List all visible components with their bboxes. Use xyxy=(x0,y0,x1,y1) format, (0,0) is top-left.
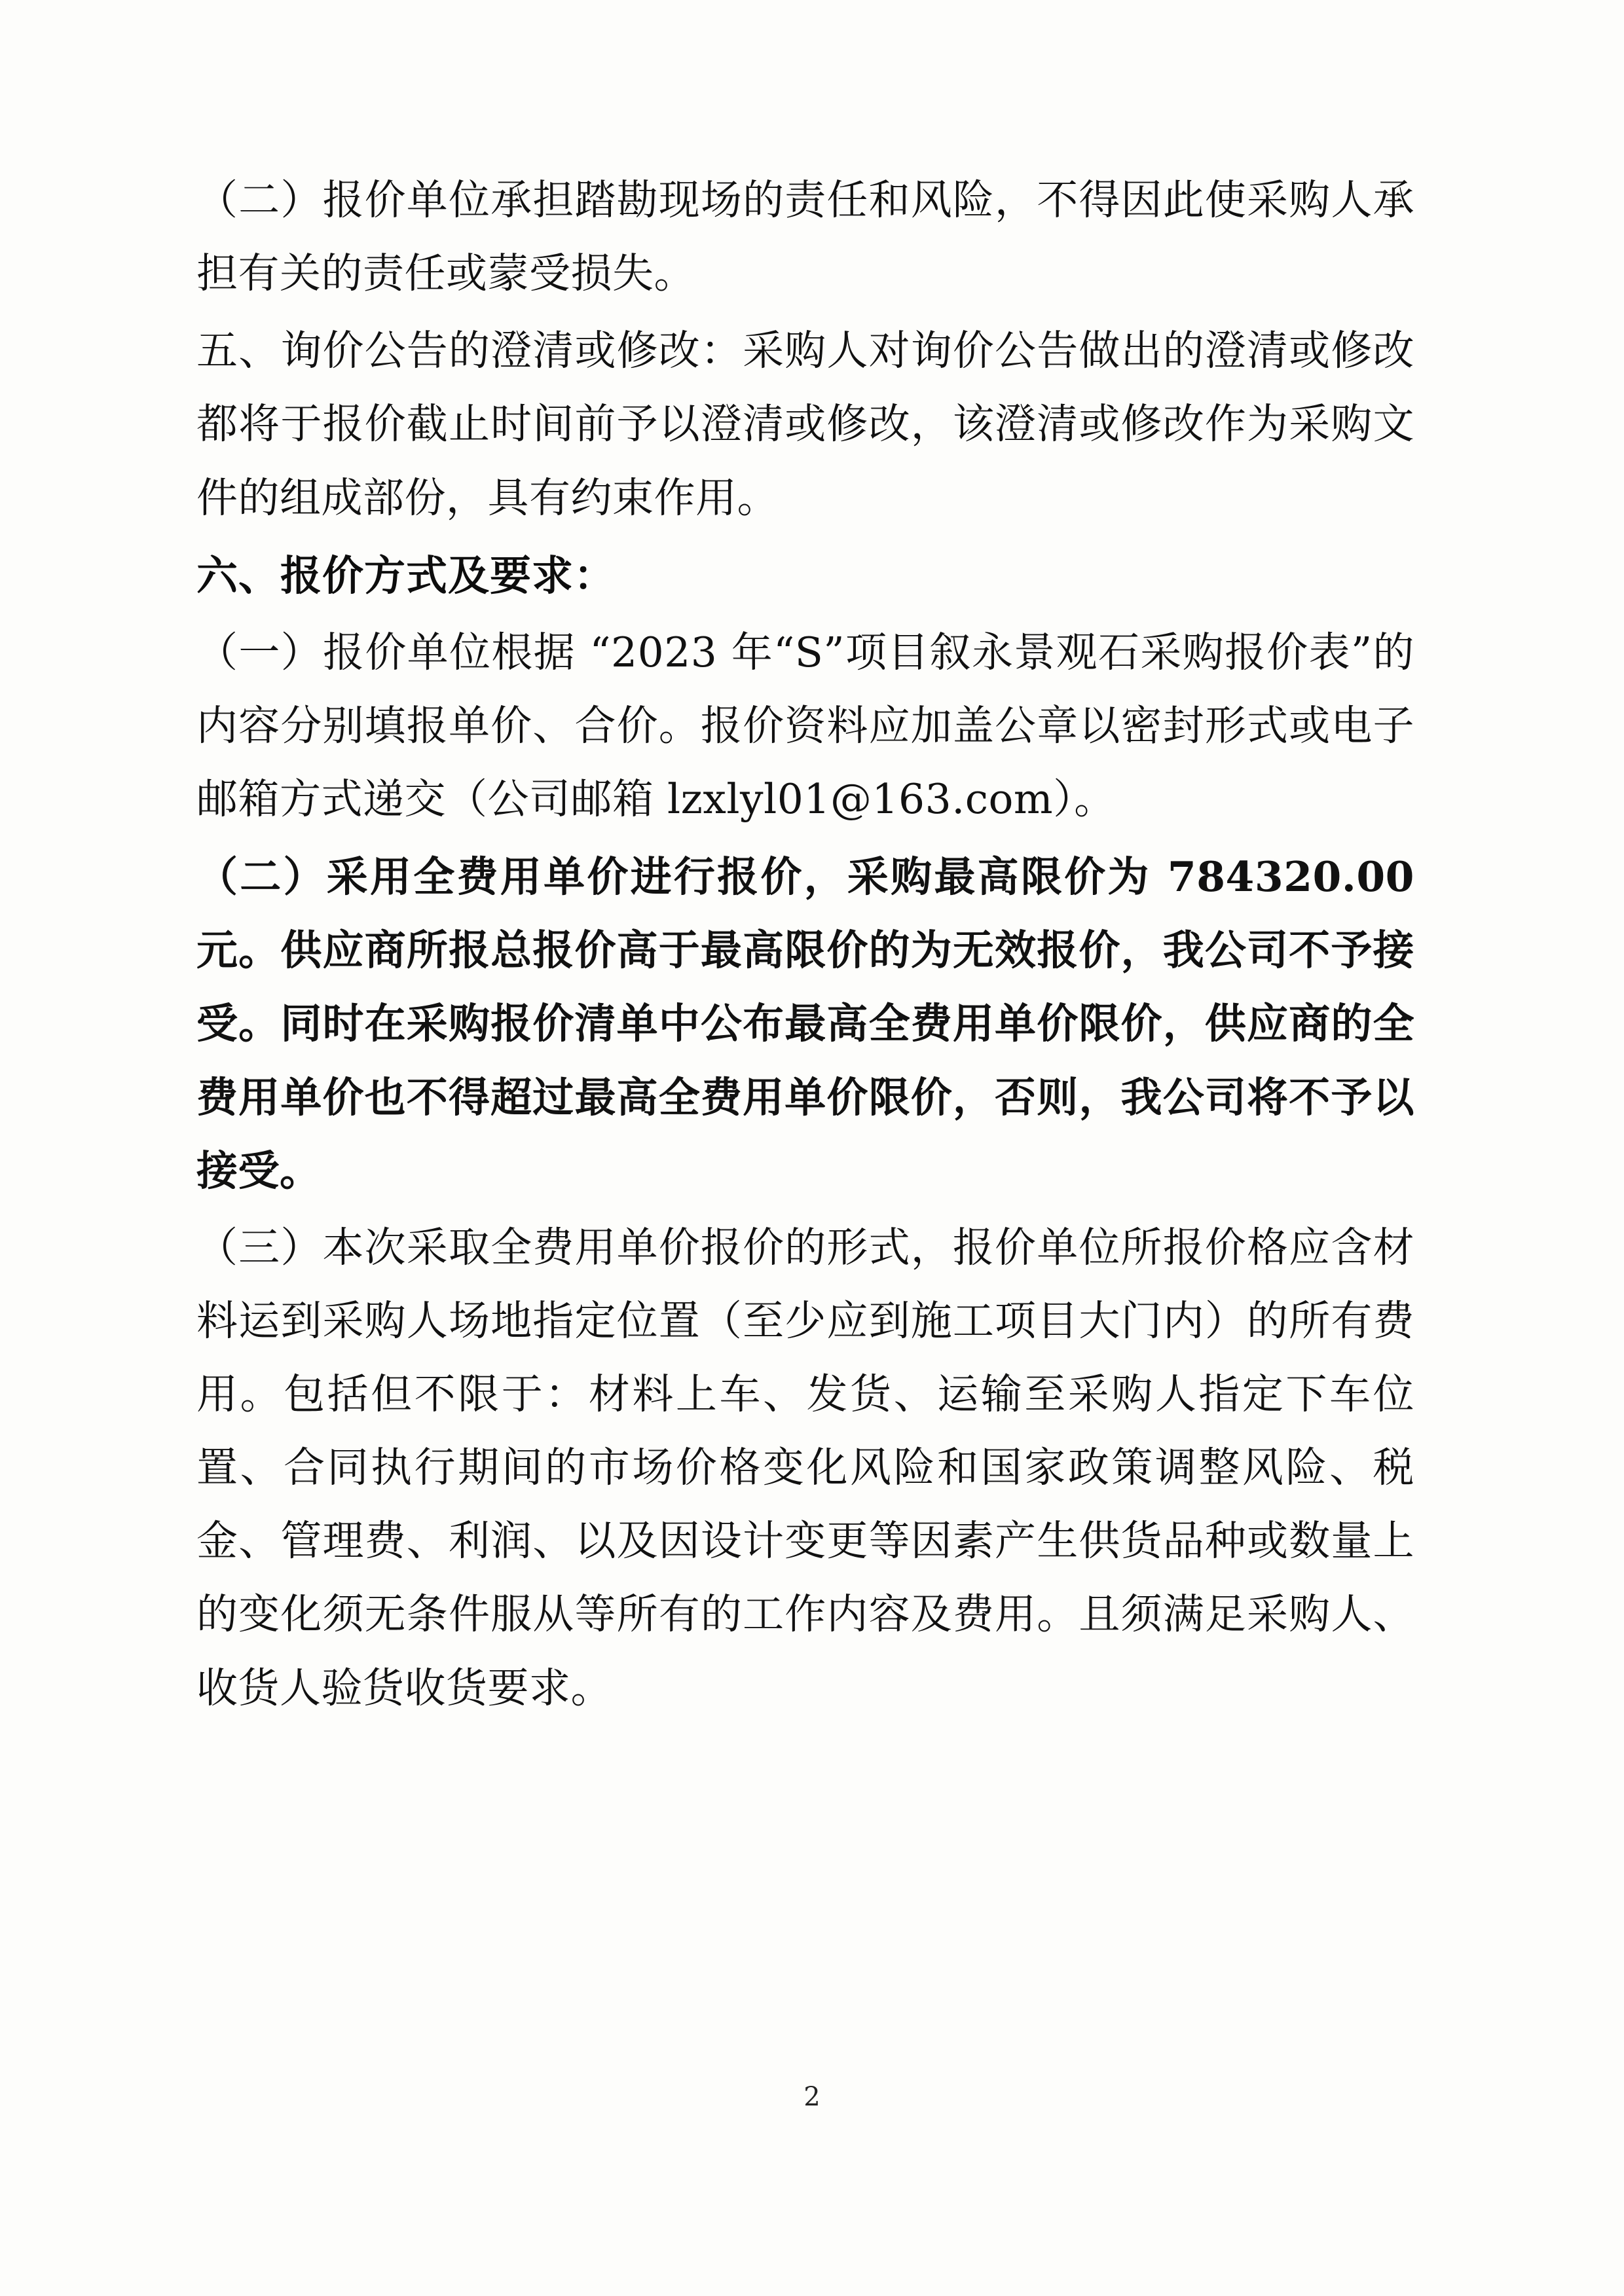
page-number: 2 xyxy=(803,2082,821,2112)
paragraph-clarification-or-amendment: 五、询价公告的澄清或修改：采购人对询价公告做出的澄清或修改都将于报价截止时间前予以澄清或修改，该澄清或修改作为采购文件的组成部份，具有约束作用。 xyxy=(196,327,1414,522)
paragraph-all-inclusive-unit-price-cap: （二）采用全费用单价进行报价，采购最高限价为 784320.00 元。供应商所报总报价高于最高限价的为无效报价，我公司不予接受。同时在采购报价清单中公布最高全费用单价限价，供应商的全费用单价也不得超过最高全费用单价限价，否则，我公司将不予以接受。 xyxy=(196,852,1414,1195)
paragraph-price-inclusions: （三）本次采取全费用单价报价的形式，报价单位所报价格应含材料运到采购人场地指定位置（至少应到施工项目大门内）的所有费用。包括但不限于：材料上车、发货、运输至采购人指定下车位置、合同执行期间的市场价格变化风险和国家政策调整风险、税金、管理费、利润、以及因设计变更等因素产生供货品种或数量上的变化须无条件服从等所有的工作内容及费用。且须满足采购人、收货人验货收货要求。 xyxy=(196,1223,1414,1712)
heading-quotation-method-and-requirements: 六、报价方式及要求： xyxy=(196,551,616,600)
paragraph-quotation-form-filling: （一）报价单位根据 “2023 年“S”项目叙永景观石采购报价表”的内容分别填报单价、合价。报价资料应加盖公章以密封形式或电子邮箱方式递交（公司邮箱 lzxlyl01@163.com）。 xyxy=(196,628,1414,823)
page-content xyxy=(196,164,1414,1729)
paragraph-site-visit-risk: （二）报价单位承担踏勘现场的责任和风险，不得因此使采购人承担有关的责任或蒙受损失。 xyxy=(196,176,1414,298)
